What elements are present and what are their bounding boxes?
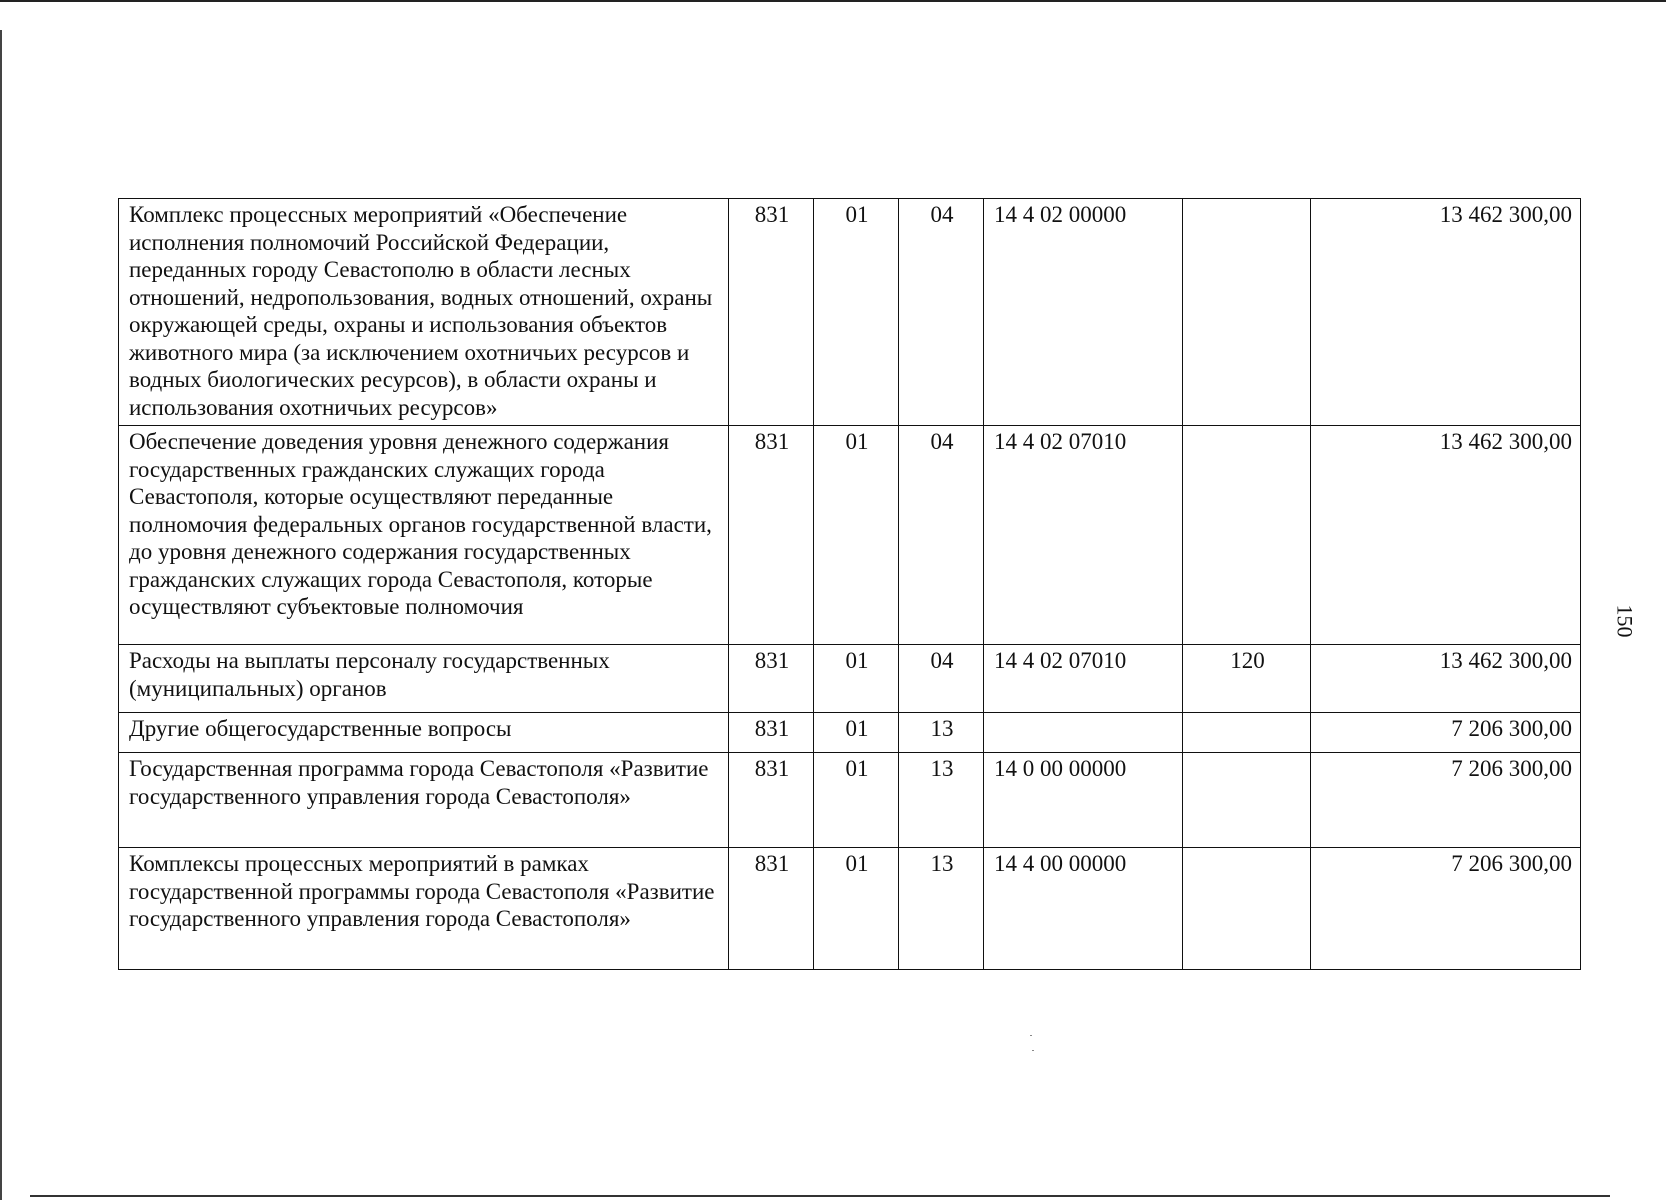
subsection-code-cell: 04 — [899, 645, 984, 713]
section-code-cell: 01 — [814, 848, 899, 970]
grbs-code-cell: 831 — [729, 426, 814, 645]
amount-cell: 13 462 300,00 — [1311, 199, 1581, 426]
grbs-code-cell: 831 — [729, 848, 814, 970]
expense-name-cell: Комплекс процессных мероприятий «Обеспечение исполнения полномочий Российской Федерации, переданных городу Севастополю в области лесных отношений, недропользования, водных отношений, охраны окружающей среды, охраны и использования объектов животного мира (за исключением охотничьих ресурсов и водных биологических ресурсов), в области охраны и использования охотничьих ресурсов» — [119, 199, 729, 426]
expense-type-cell: 120 — [1183, 645, 1311, 713]
subsection-code-cell: 04 — [899, 426, 984, 645]
table-row — [119, 645, 1581, 713]
section-code-cell: 01 — [814, 426, 899, 645]
target-article-cell: 14 4 00 00000 — [984, 848, 1183, 970]
scan-speck — [1030, 1035, 1032, 1036]
target-article-cell — [984, 713, 1183, 753]
target-article-cell: 14 4 02 07010 — [984, 645, 1183, 713]
section-code-cell: 01 — [814, 713, 899, 753]
scan-edge-top — [0, 0, 1666, 2]
target-article-cell: 14 4 02 07010 — [984, 426, 1183, 645]
subsection-code-cell: 13 — [899, 713, 984, 753]
grbs-code-cell: 831 — [729, 645, 814, 713]
grbs-code-cell: 831 — [729, 713, 814, 753]
expense-name-cell: Комплексы процессных мероприятий в рамках государственной программы города Севастополя «Развитие государственного управления города Севастополя» — [119, 848, 729, 970]
grbs-code-cell: 831 — [729, 753, 814, 848]
expense-name-cell: Расходы на выплаты персоналу государственных (муниципальных) органов — [119, 645, 729, 713]
amount-cell: 7 206 300,00 — [1311, 713, 1581, 753]
scan-speck — [1032, 1050, 1034, 1051]
expense-type-cell — [1183, 753, 1311, 848]
table-body — [119, 199, 1581, 970]
table-row — [119, 848, 1581, 970]
amount-cell: 13 462 300,00 — [1311, 645, 1581, 713]
grbs-code-cell: 831 — [729, 199, 814, 426]
expense-name-cell: Государственная программа города Севастополя «Развитие государственного управления города Севастополя» — [119, 753, 729, 848]
target-article-cell: 14 0 00 00000 — [984, 753, 1183, 848]
budget-table — [118, 198, 1581, 970]
expense-type-cell — [1183, 848, 1311, 970]
expense-type-cell — [1183, 199, 1311, 426]
expense-type-cell — [1183, 713, 1311, 753]
section-code-cell: 01 — [814, 645, 899, 713]
amount-cell: 7 206 300,00 — [1311, 753, 1581, 848]
amount-cell: 7 206 300,00 — [1311, 848, 1581, 970]
subsection-code-cell: 04 — [899, 199, 984, 426]
table-row — [119, 713, 1581, 753]
subsection-code-cell: 13 — [899, 753, 984, 848]
subsection-code-cell: 13 — [899, 848, 984, 970]
expense-name-cell: Обеспечение доведения уровня денежного содержания государственных гражданских служащих города Севастополя, которые осуществляют переданные полномочия федеральных органов государственной власти, до уровня денежного содержания государственных гражданских служащих города Севастополя, которые осуществляют субъектовые полномочия — [119, 426, 729, 645]
amount-cell: 13 462 300,00 — [1311, 426, 1581, 645]
expense-type-cell — [1183, 426, 1311, 645]
page-number: 150 — [1612, 604, 1638, 638]
section-code-cell: 01 — [814, 753, 899, 848]
table-row — [119, 199, 1581, 426]
target-article-cell: 14 4 02 00000 — [984, 199, 1183, 426]
table-row — [119, 426, 1581, 645]
scan-edge-left — [0, 30, 2, 1200]
section-code-cell: 01 — [814, 199, 899, 426]
scan-edge-bottom — [30, 1195, 1610, 1197]
table-row — [119, 753, 1581, 848]
expense-name-cell: Другие общегосударственные вопросы — [119, 713, 729, 753]
